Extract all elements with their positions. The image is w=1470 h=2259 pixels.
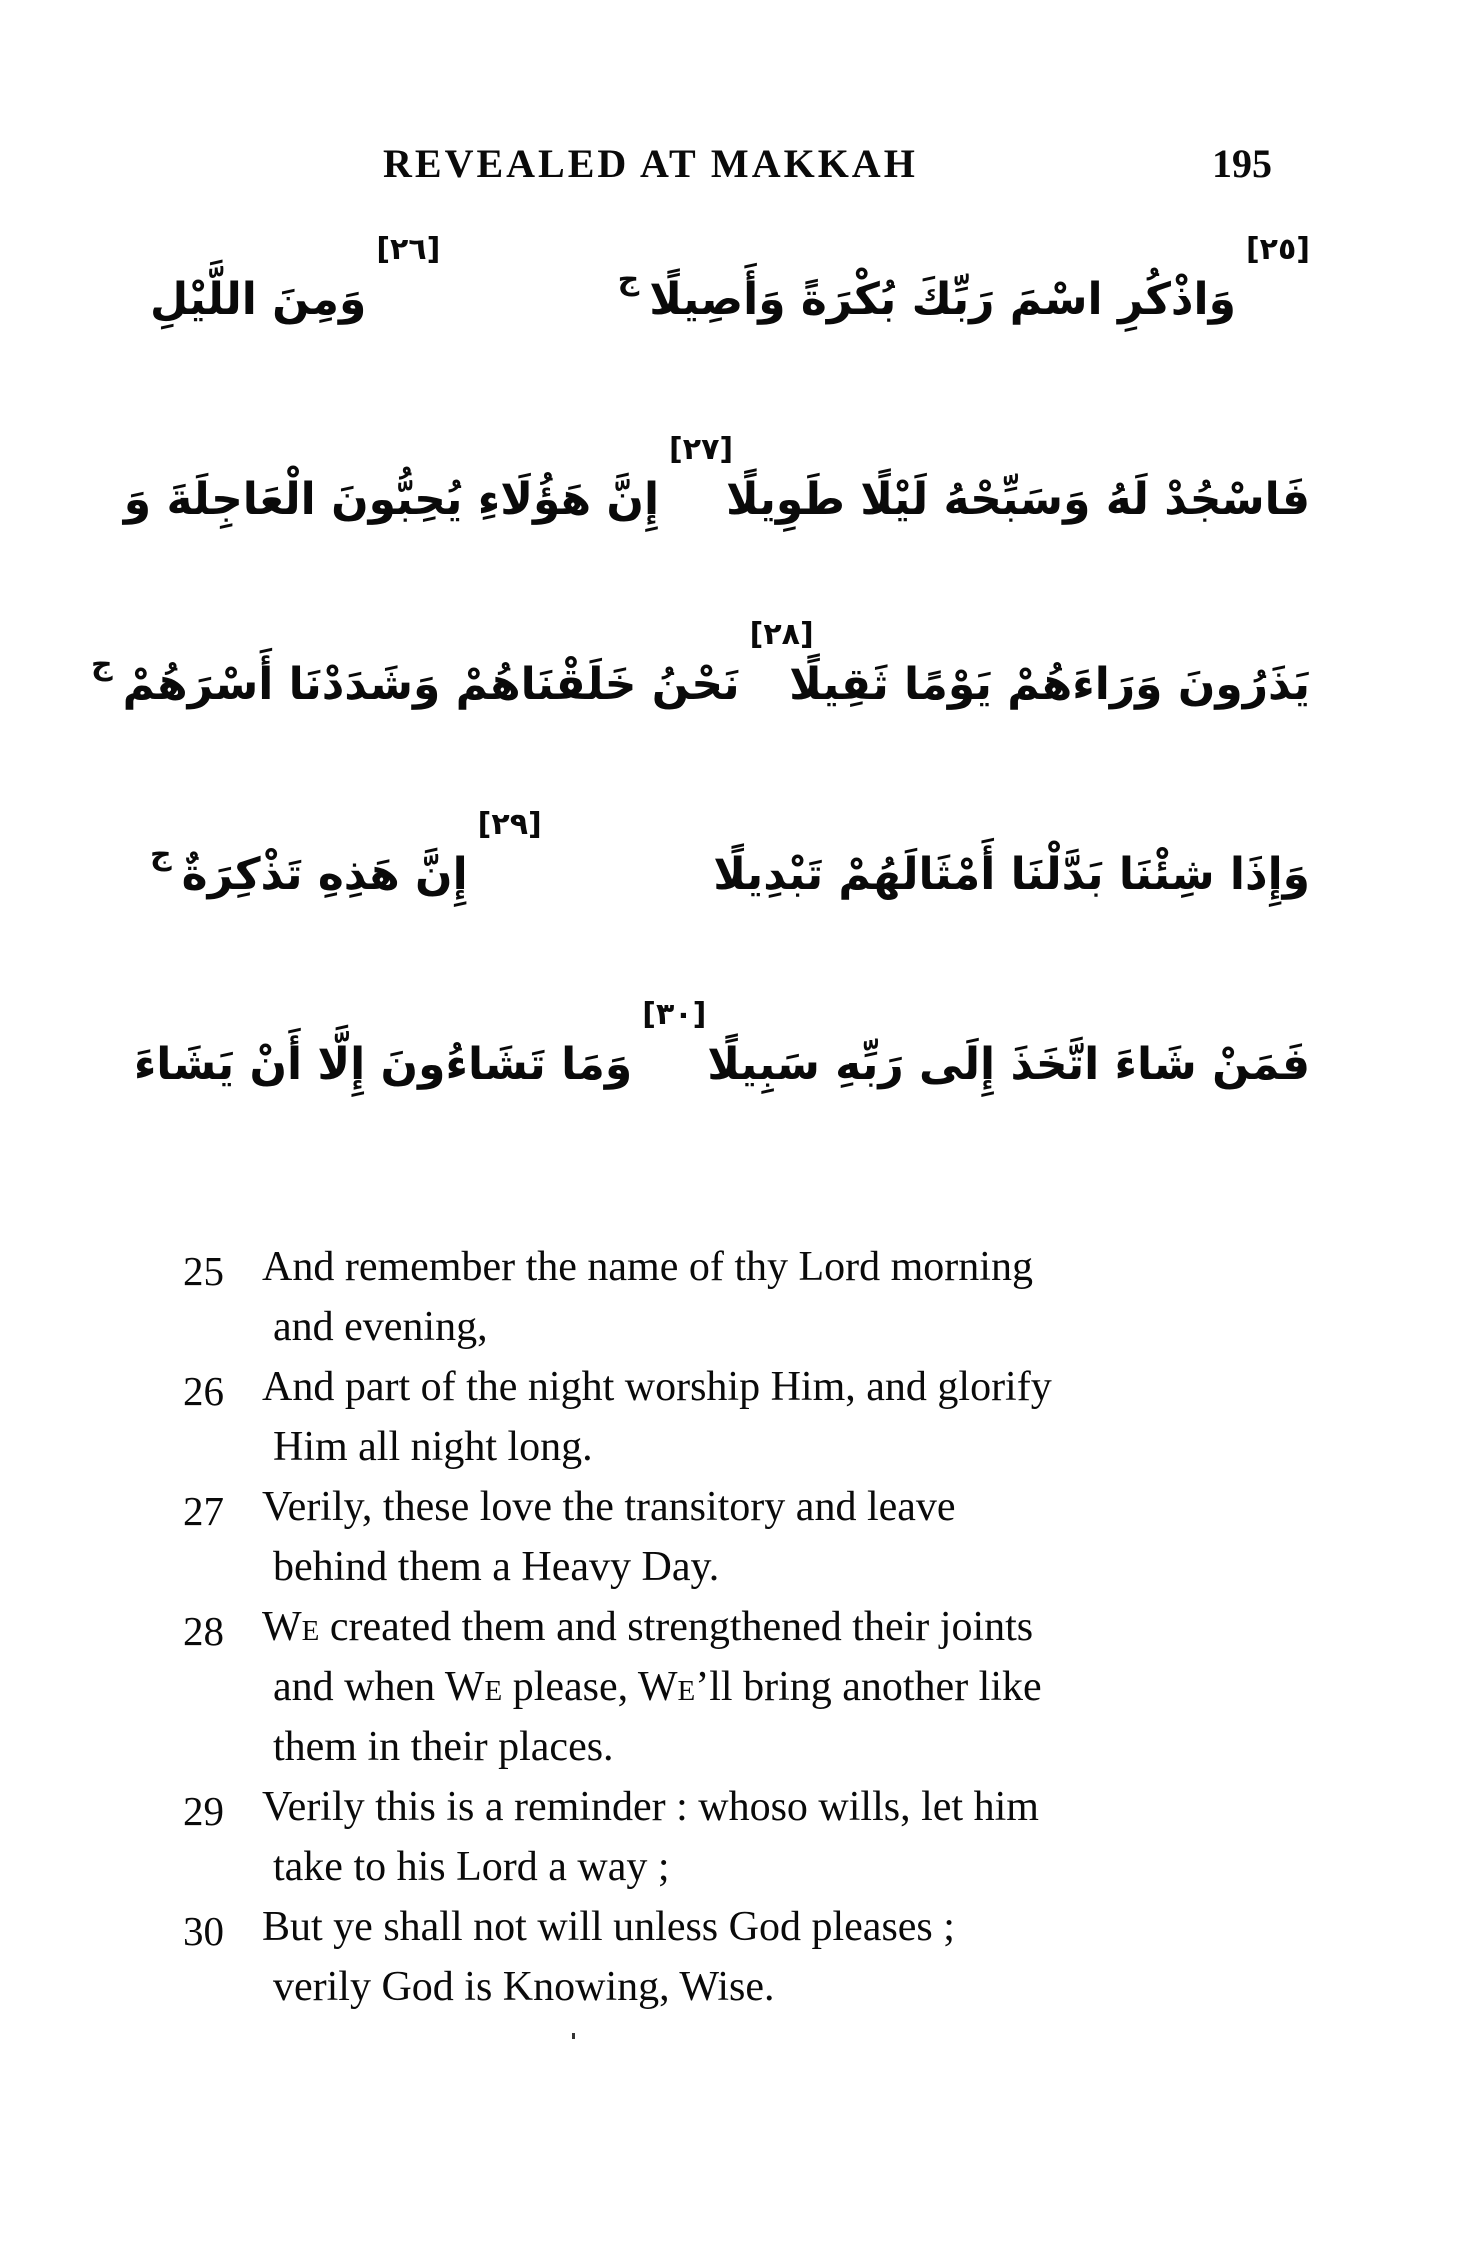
verse-line: And remember the name of thy Lord morning	[262, 1244, 1033, 1290]
arabic-verse-group	[725, 430, 1310, 540]
text-run: W	[262, 1604, 302, 1650]
verse-line: Verily this is a reminder : whoso wills, let him	[262, 1784, 1039, 1830]
arabic-line	[91, 615, 1310, 745]
verse-number: 30	[183, 1908, 224, 1954]
arabic-verse-group	[789, 615, 1310, 725]
verse-line: Him all night long.	[273, 1424, 593, 1470]
arabic-verse-number: [٢٩]	[477, 807, 542, 842]
page-number: 195	[1212, 141, 1272, 186]
print-speck	[572, 2033, 575, 2039]
arabic-line	[133, 995, 1310, 1125]
arabic-verse-group	[150, 230, 440, 340]
text-run: and when W	[273, 1664, 485, 1710]
verse-number: 29	[183, 1788, 224, 1834]
text-run: created them and strengthened their joints	[319, 1604, 1034, 1650]
arabic-verse-group	[123, 430, 734, 540]
arabic-verse-group	[707, 995, 1310, 1105]
verse-line: But ye shall not will unless God pleases ;	[262, 1904, 955, 1950]
arabic-verse-text: وَمِنَ اللَّيْلِ	[150, 274, 367, 325]
arabic-verse-text: وَاذْكُرِ اسْمَ رَبِّكَ بُكْرَةً وَأَصِيلًا	[649, 274, 1236, 325]
arabic-verse-text: نَحْنُ خَلَقْنَاهُمْ وَشَدَدْنَا أَسْرَهُمْ	[122, 659, 740, 710]
arabic-verse-text: يَذَرُونَ وَرَاءَهُمْ يَوْمًا ثَقِيلًا	[789, 659, 1310, 710]
arabic-verse-group	[150, 805, 542, 915]
pause-mark: ج	[617, 262, 640, 297]
verse-line	[273, 1661, 1042, 1717]
verse-line: verily God is Knowing, Wise.	[273, 1964, 775, 2010]
arabic-line	[150, 230, 1310, 360]
arabic-verse-group	[91, 615, 814, 725]
verse-number: 25	[183, 1248, 224, 1294]
arabic-verse-group	[713, 805, 1310, 915]
arabic-verse-text: وَإِذَا شِئْنَا بَدَّلْنَا أَمْثَالَهُمْ تَبْدِيلًا	[713, 849, 1310, 900]
verse-number: 26	[183, 1368, 224, 1414]
verse-line: and evening,	[273, 1304, 488, 1350]
arabic-verse-number: [٢٧]	[669, 432, 734, 467]
arabic-verse-text: فَمَنْ شَاءَ اتَّخَذَ إِلَى رَبِّهِ سَبِيلًا	[707, 1039, 1310, 1090]
arabic-verse-number: [٢٥]	[1245, 232, 1310, 267]
verse-line: them in their places.	[273, 1724, 614, 1770]
verse-line: Verily, these love the transitory and leave	[262, 1484, 956, 1530]
verse-line: And part of the night worship Him, and glorify	[262, 1364, 1052, 1410]
pause-mark: ج	[91, 647, 113, 682]
arabic-verse-number: [٢٦]	[376, 232, 441, 267]
small-caps-run: E	[301, 1615, 320, 1647]
small-caps-run: E	[484, 1675, 503, 1707]
arabic-verse-text: فَاسْجُدْ لَهُ وَسَبِّحْهُ لَيْلًا طَوِيلًا	[725, 474, 1310, 525]
arabic-verse-number: [٢٨]	[749, 617, 814, 652]
verse-line: behind them a Heavy Day.	[273, 1544, 720, 1590]
arabic-verse-group	[133, 995, 707, 1105]
text-run: ’ll bring another like	[695, 1664, 1042, 1710]
arabic-verse-number: [٣٠]	[642, 997, 707, 1032]
verse-number: 28	[183, 1608, 224, 1654]
arabic-line	[150, 805, 1310, 935]
verse-number: 27	[183, 1488, 224, 1534]
pause-mark: ج	[150, 837, 172, 872]
text-run: please, W	[502, 1664, 678, 1710]
arabic-verse-text: إِنَّ هَذِهِ تَذْكِرَةٌ	[181, 849, 468, 900]
verse-line: take to his Lord a way ;	[273, 1844, 670, 1890]
verse-line	[262, 1601, 1033, 1657]
arabic-verse-text: إِنَّ هَؤُلَاءِ يُحِبُّونَ الْعَاجِلَةَ وَ	[123, 474, 660, 525]
running-header: REVEALED AT MAKKAH	[383, 141, 918, 186]
arabic-verse-text: وَمَا تَشَاءُونَ إِلَّا أَنْ يَشَاءَ	[133, 1039, 633, 1090]
arabic-verse-group	[618, 230, 1310, 340]
arabic-line	[123, 430, 1310, 560]
small-caps-run: E	[677, 1675, 696, 1707]
